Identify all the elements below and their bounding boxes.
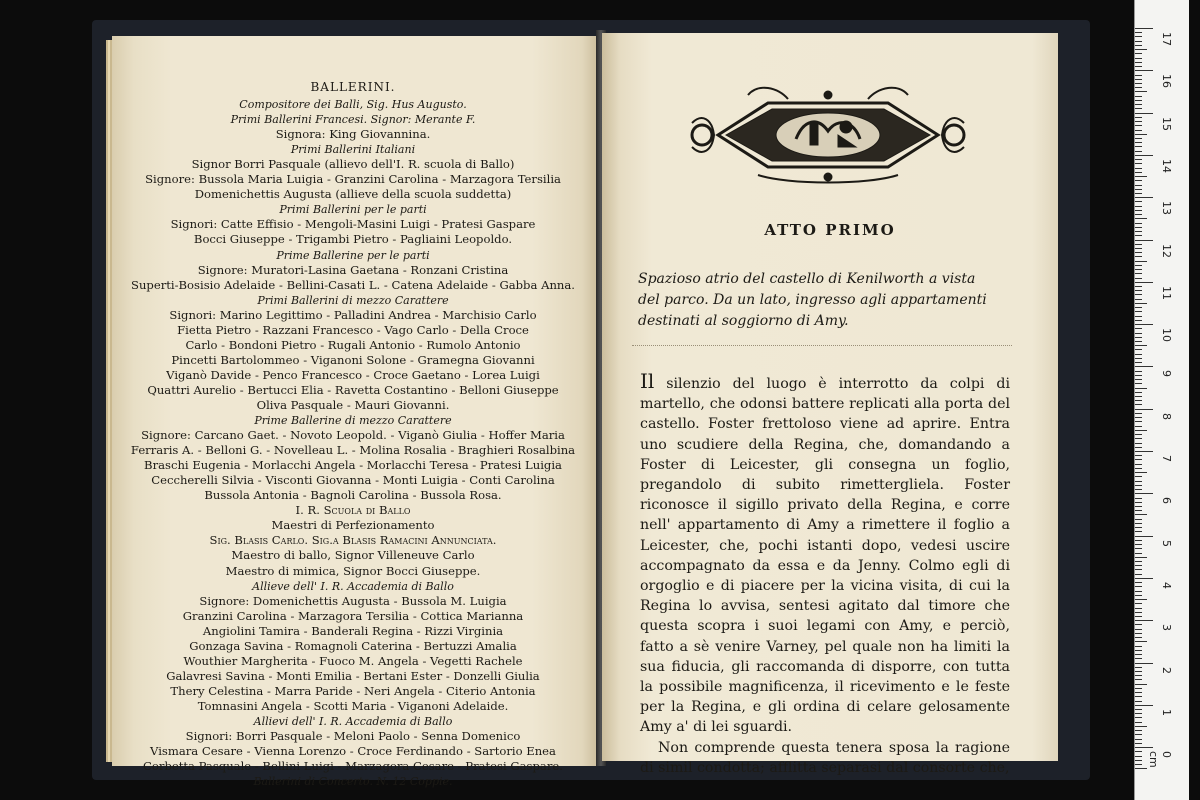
ruler-tick: [1135, 421, 1142, 422]
ruler-tick: [1135, 113, 1153, 114]
cast-line: Oliva Pasquale - Mauri Giovanni.: [256, 397, 450, 412]
ruler-tick: [1135, 637, 1142, 638]
ruler-tick: [1135, 713, 1142, 714]
cast-line: Granzini Carolina - Marzagora Tersilia - Cottica Marianna: [182, 608, 524, 623]
ruler-tick: [1135, 379, 1142, 380]
ruler-tick: [1135, 366, 1153, 367]
ruler-tick: [1135, 278, 1142, 279]
ruler-tick: [1135, 404, 1142, 405]
paragraph-1-text: silenzio del luogo è interrotto da colpi di martello, che odonsi battere replicati alla porta del castello. Foster frettoloso viene ad aprire. Entra uno scudiere della Regina, che, domandando a Foster di Leicester, gli consegna un foglio, pregandolo di subito rimettergliela. Foster riconosce il sigillo privato della Regina, e corre nell' appartamento di Amy a rimettere il foglio a Leicester, che, pochi istanti dopo, vedesi uscire accompagnato da essa e da Jenny. Colmo egli di orgoglio e di piacere per la vicina visita, di cui la Regina lo avvisa, sentesi agitato dal timore che questa scopra i suoi legami con Amy, e perciò, fatto a sè venire Varney, pel quale non ha limiti la sua fiducia, gli raccomanda di disporre, con tutta la possibile magnificenza, il ricevimento e le feste per la Regina, e gli ordina di celare gelosamente Amy a' di lei sguardi.: [640, 376, 1010, 736]
ruler-tick: [1135, 540, 1142, 541]
ruler-tick: [1135, 138, 1142, 139]
cast-line: Sig. Blasis Carlo. Sig.a Blasis Ramacini Annunciata.: [209, 533, 497, 548]
ruler-number: 7: [1160, 455, 1173, 462]
ruler-tick: [1135, 328, 1142, 329]
ruler-tick: [1135, 599, 1147, 600]
ruler-tick: [1135, 193, 1142, 194]
ruler-number: 13: [1160, 201, 1173, 216]
ruler-tick: [1135, 692, 1142, 693]
ruler-tick: [1135, 565, 1142, 566]
ruler-tick: [1135, 612, 1142, 613]
ruler-tick: [1135, 730, 1142, 731]
ruler-tick: [1135, 142, 1142, 143]
ruler-tick: [1135, 185, 1142, 186]
ruler-tick: [1135, 341, 1142, 342]
ruler-tick: [1135, 739, 1142, 740]
cast-line: Signori: Marino Legittimo - Palladini Andrea - Marchisio Carlo: [169, 307, 537, 322]
ruler-tick: [1135, 83, 1142, 84]
ruler-tick: [1135, 223, 1142, 224]
cast-line: Primi Ballerini di mezzo Carattere: [257, 293, 449, 307]
left-page: [112, 36, 598, 789]
ruler-tick: [1135, 502, 1142, 503]
ruler-tick: [1135, 734, 1142, 735]
ruler-tick: [1135, 91, 1147, 92]
ruler-tick: [1135, 523, 1142, 524]
ruler-number: 12: [1160, 243, 1173, 258]
ruler-tick: [1135, 62, 1142, 63]
ruler-tick: [1135, 430, 1147, 431]
ruler-tick: [1135, 654, 1142, 655]
decorative-vignette: [688, 83, 968, 187]
ruler-tick: [1135, 451, 1153, 452]
ruler-tick: [1135, 240, 1153, 241]
ruler-tick: [1135, 227, 1142, 228]
ruler-tick: [1135, 244, 1142, 245]
ruler-number: 9: [1160, 370, 1173, 378]
ruler-tick: [1135, 256, 1142, 257]
paragraph-1: [640, 371, 1010, 738]
ruler-tick: [1135, 100, 1142, 101]
ruler-tick: [1135, 282, 1153, 283]
ruler-tick: [1135, 595, 1142, 596]
ruler-tick: [1135, 400, 1142, 401]
ruler-number: 2: [1160, 666, 1173, 674]
ruler-tick: [1135, 125, 1142, 126]
ruler-tick: [1135, 383, 1142, 384]
cast-line: Gonzaga Savina - Romagnoli Caterina - Bertuzzi Amalia: [189, 638, 517, 653]
ruler-tick: [1135, 624, 1142, 625]
ruler-number: 5: [1160, 539, 1173, 547]
ruler-tick: [1135, 722, 1142, 723]
ruler-tick: [1135, 248, 1142, 249]
ruler-tick: [1135, 709, 1142, 710]
cast-line: Signori: Catte Effisio - Mengoli-Masini Luigi - Pratesi Gaspare: [170, 217, 536, 232]
ruler-tick: [1135, 146, 1142, 147]
cast-line: Bocci Giuseppe - Trigambi Pietro - Pagliaini Leopoldo.: [193, 232, 513, 247]
stage-direction: Spazioso atrio del castello di Kenilworth a vista del parco. Da un lato, ingresso agli appartamenti destinati al soggiorno di Amy.: [638, 271, 987, 329]
ruler-tick: [1135, 443, 1142, 444]
ruler-tick: [1135, 413, 1142, 414]
cast-line: Viganò Davide - Penco Francesco - Croce Gaetano - Lorea Luigi: [166, 367, 540, 382]
ruler-tick: [1135, 316, 1142, 317]
ruler-tick: [1135, 265, 1142, 266]
ruler-tick: [1135, 768, 1147, 769]
ruler-tick: [1135, 354, 1142, 355]
ruler-tick: [1135, 189, 1142, 190]
cast-line: Signore: Domenichettis Augusta - Bussola M. Luigia: [199, 593, 507, 608]
ruler-tick: [1135, 646, 1142, 647]
ruler-tick: [1135, 434, 1142, 435]
ruler-tick: [1135, 53, 1142, 54]
cast-line: Ballerini di Concerto. N. 12 Coppie.: [253, 775, 453, 789]
ruler-tick: [1135, 117, 1142, 118]
ruler-tick: [1135, 438, 1142, 439]
ruler-tick: [1135, 58, 1142, 59]
ruler-tick: [1135, 375, 1142, 376]
cast-line: Tomnasini Angela - Scotti Maria - Viganoni Adelaide.: [197, 698, 509, 713]
ruler-tick: [1135, 371, 1142, 372]
scene-text: [640, 371, 1010, 778]
cast-heading: BALLERINI.: [310, 80, 396, 94]
ruler-tick: [1135, 201, 1142, 202]
ruler-tick: [1135, 620, 1153, 621]
cast-line: Primi Ballerini per le parti: [279, 203, 427, 217]
ruler-number: 0 cm: [1147, 751, 1173, 768]
ruler-tick: [1135, 468, 1142, 469]
ruler-tick: [1135, 180, 1142, 181]
ruler-tick: [1135, 519, 1142, 520]
cast-line: Galavresi Savina - Monti Emilia - Bertani Ester - Donzelli Giulia: [166, 668, 540, 683]
ruler-tick: [1135, 531, 1142, 532]
ruler-tick: [1135, 514, 1147, 515]
cast-line: Signore: Bussola Maria Luigia - Granzini Carolina - Marzagora Tersilia: [145, 172, 561, 187]
ruler-tick: [1135, 151, 1142, 152]
ruler-number: 15: [1160, 116, 1173, 131]
ruler-tick: [1135, 286, 1142, 287]
ruler-tick: [1135, 459, 1142, 460]
ruler-tick: [1135, 472, 1147, 473]
ruler-tick: [1135, 536, 1153, 537]
cast-line: I. R. Scuola di Ballo: [295, 503, 411, 518]
ruler-tick: [1135, 658, 1142, 659]
ruler-tick: [1135, 337, 1142, 338]
ruler-tick: [1135, 358, 1142, 359]
ruler-tick: [1135, 764, 1142, 765]
cast-line: Carlo - Bondoni Pietro - Rugali Antonio - Rumolo Antonio: [185, 337, 521, 352]
ruler-tick: [1135, 726, 1147, 727]
ruler-tick: [1135, 616, 1142, 617]
ruler-tick: [1135, 36, 1142, 37]
ruler-tick: [1135, 582, 1142, 583]
ruler-tick: [1135, 489, 1142, 490]
ruler-tick: [1135, 684, 1147, 685]
ruler-tick: [1135, 756, 1142, 757]
ruler-tick: [1135, 273, 1142, 274]
ruler-tick: [1135, 417, 1142, 418]
cast-line: Corbetta Pasquale - Bellini Luigi - Marzagora Cesare - Pratesi Gaspare.: [143, 759, 563, 774]
ruler-tick: [1135, 481, 1142, 482]
ruler-tick: [1135, 498, 1142, 499]
ruler-tick: [1135, 629, 1142, 630]
ruler-tick: [1135, 608, 1142, 609]
ruler-tick: [1135, 396, 1142, 397]
ruler-tick: [1135, 32, 1142, 33]
ruler-tick: [1135, 45, 1142, 46]
ruler-tick: [1135, 743, 1142, 744]
divider: [632, 345, 1012, 347]
ruler-tick: [1135, 493, 1153, 494]
ruler-number: 1: [1160, 708, 1173, 716]
ruler-tick: [1135, 294, 1142, 295]
ruler-tick: [1135, 96, 1142, 97]
ruler-tick: [1135, 168, 1142, 169]
ruler-tick: [1135, 303, 1147, 304]
ruler-tick: [1135, 206, 1142, 207]
ruler-tick: [1135, 269, 1142, 270]
cast-line: Primi Ballerini Italiani: [290, 143, 416, 157]
ruler-tick: [1135, 75, 1142, 76]
cast-line: Signor Borri Pasquale (allievo dell'I. R. scuola di Ballo): [191, 157, 515, 172]
ruler-tick: [1135, 561, 1142, 562]
ruler-tick: [1135, 688, 1142, 689]
cast-line: Thery Celestina - Marra Paride - Neri Angela - Citerio Antonia: [170, 683, 536, 698]
ruler-tick: [1135, 311, 1142, 312]
ruler-tick: [1135, 70, 1153, 71]
cast-line: Pincetti Bartolommeo - Viganoni Solone - Gramegna Giovanni: [171, 352, 535, 367]
cast-line: Ceccherelli Silvia - Visconti Giovanna - Monti Luigia - Conti Carolina: [151, 473, 555, 488]
ruler-tick: [1135, 578, 1153, 579]
ruler-tick: [1135, 544, 1142, 545]
cast-line: Primi Ballerini Francesi. Signor: Merante F.: [230, 113, 476, 127]
ruler-tick: [1135, 87, 1142, 88]
ruler-tick: [1135, 49, 1147, 50]
ruler-tick: [1135, 66, 1142, 67]
ruler-tick: [1135, 426, 1142, 427]
ruler-number: 8: [1160, 412, 1173, 420]
cast-line: Maestro di ballo, Signor Villeneuve Carlo: [231, 548, 475, 563]
cast-line: Signore: Carcano Gaet. - Novoto Leopold. - Viganò Giulia - Hoffer Maria: [141, 428, 565, 443]
ruler-tick: [1135, 130, 1142, 131]
ruler-tick: [1135, 172, 1142, 173]
ruler-tick: [1135, 553, 1142, 554]
ruler-tick: [1135, 210, 1142, 211]
ruler-tick: [1135, 557, 1147, 558]
ruler-tick: [1135, 667, 1142, 668]
cast-line: Quattri Aurelio - Bertucci Elia - Ravetta Costantino - Belloni Giuseppe: [147, 382, 559, 397]
cast-line: Superti-Bosisio Adelaide - Bellini-Casati L. - Catena Adelaide - Gabba Anna.: [131, 277, 575, 292]
ruler-tick: [1135, 299, 1142, 300]
ruler-number: 10: [1160, 328, 1173, 343]
right-page: [602, 33, 1058, 776]
ruler-tick: [1135, 591, 1142, 592]
ruler-tick: [1135, 641, 1147, 642]
ruler-number: 16: [1160, 74, 1173, 89]
drop-cap: Il: [640, 369, 655, 393]
cast-line: Prime Ballerine per le parti: [276, 248, 430, 262]
ruler-tick: [1135, 747, 1153, 748]
ruler-number: 4: [1160, 581, 1173, 589]
cast-line: Braschi Eugenia - Morlacchi Angela - Morlacchi Teresa - Pratesi Luigia: [144, 458, 562, 473]
cast-line: Wouthier Margherita - Fuoco M. Angela - Vegetti Rachele: [183, 653, 523, 668]
ruler-tick: [1135, 362, 1142, 363]
ruler-tick: [1135, 320, 1142, 321]
ruler-tick: [1135, 701, 1142, 702]
ruler-tick: [1135, 324, 1153, 325]
ruler-tick: [1135, 235, 1142, 236]
ruler-tick: [1135, 663, 1153, 664]
ruler-tick: [1135, 464, 1142, 465]
ruler-tick: [1135, 197, 1153, 198]
cast-line: Bussola Antonia - Bagnoli Carolina - Bussola Rosa.: [204, 488, 502, 503]
ruler-tick: [1135, 485, 1142, 486]
ruler-tick: [1135, 79, 1142, 80]
cast-line: Signore: Muratori-Lasina Gaetana - Ronzani Cristina: [197, 262, 509, 277]
ruler-tick: [1135, 121, 1142, 122]
ruler-tick: [1135, 28, 1153, 29]
ruler-tick: [1135, 214, 1142, 215]
ruler-tick: [1135, 252, 1142, 253]
ruler-tick: [1135, 345, 1147, 346]
ruler-tick: [1135, 671, 1142, 672]
ruler-tick: [1135, 586, 1142, 587]
ruler-tick: [1135, 506, 1142, 507]
ruler-tick: [1135, 134, 1147, 135]
ruler-tick: [1135, 333, 1142, 334]
ruler-tick: [1135, 569, 1142, 570]
ruler-tick: [1135, 290, 1142, 291]
ruler-tick: [1135, 603, 1142, 604]
ruler-tick: [1135, 231, 1142, 232]
ruler-tick: [1135, 510, 1142, 511]
cast-line: Angiolini Tamira - Banderali Regina - Rizzi Virginia: [202, 623, 504, 638]
act-title: ATTO PRIMO: [764, 221, 896, 239]
cast-line: Maestri di Perfezionamento: [271, 518, 435, 533]
ruler-tick: [1135, 163, 1142, 164]
cast-line: Signora: King Giovannina.: [275, 127, 431, 142]
ruler-tick: [1135, 633, 1142, 634]
ruler-tick: [1135, 261, 1147, 262]
cast-line: Fietta Pietro - Razzani Francesco - Vago Carlo - Della Croce: [177, 322, 529, 337]
ruler-tick: [1135, 155, 1153, 156]
ruler-tick: [1135, 108, 1142, 109]
ruler-tick: [1135, 159, 1142, 160]
paragraph-2: Non comprende questa tenera sposa la ragione di simil condotta; afflitta separasi dal consorte che,: [640, 739, 1010, 776]
ruler-tick: [1135, 476, 1142, 477]
ruler-tick: [1135, 104, 1142, 105]
ruler-number: 17: [1160, 32, 1173, 46]
ruler-tick: [1135, 527, 1142, 528]
ruler-tick: [1135, 696, 1142, 697]
ruler-tick: [1135, 409, 1153, 410]
ruler-tick: [1135, 751, 1142, 752]
cast-line: Allievi dell' I. R. Accademia di Ballo: [253, 714, 453, 728]
ruler-tick: [1135, 388, 1147, 389]
ruler-number: 6: [1160, 497, 1173, 505]
ruler-tick: [1135, 760, 1142, 761]
cast-line: Signori: Borri Pasquale - Meloni Paolo - Senna Domenico: [185, 729, 521, 744]
cast-line: Vismara Cesare - Vienna Lorenzo - Croce Ferdinando - Sartorio Enea: [150, 744, 556, 759]
cast-line: Ferraris A. - Belloni G. - Novelleau L. - Molina Rosalia - Braghieri Rosalbina: [130, 443, 576, 458]
ruler-number: 3: [1160, 624, 1173, 632]
cast-line: Domenichettis Augusta (allieve della scuola suddetta): [194, 187, 512, 202]
ruler-tick: [1135, 176, 1147, 177]
ruler-tick: [1135, 349, 1142, 350]
ruler-tick: [1135, 218, 1147, 219]
ruler-tick: [1135, 679, 1142, 680]
ruler-tick: [1135, 675, 1142, 676]
cast-line: Compositore dei Balli, Sig. Hus Augusto.: [239, 98, 467, 112]
cast-line: Allieve dell' I. R. Accademia di Ballo: [252, 579, 454, 593]
ruler-number: 11: [1160, 285, 1173, 300]
measuring-ruler: [1134, 0, 1189, 800]
cast-line: Prime Ballerine di mezzo Carattere: [254, 414, 452, 428]
ruler-tick: [1135, 455, 1142, 456]
ruler-tick: [1135, 574, 1142, 575]
cast-line: Maestro di mimica, Signor Bocci Giuseppe.: [225, 563, 481, 578]
ruler-tick: [1135, 717, 1142, 718]
ruler-tick: [1135, 548, 1142, 549]
ruler-tick: [1135, 705, 1153, 706]
ruler-tick: [1135, 392, 1142, 393]
cast-list: [122, 80, 584, 789]
ruler-tick: [1135, 447, 1142, 448]
ruler-tick: [1135, 650, 1142, 651]
ruler-number: 14: [1160, 158, 1173, 173]
ruler-tick: [1135, 307, 1142, 308]
ruler-tick: [1135, 41, 1142, 42]
